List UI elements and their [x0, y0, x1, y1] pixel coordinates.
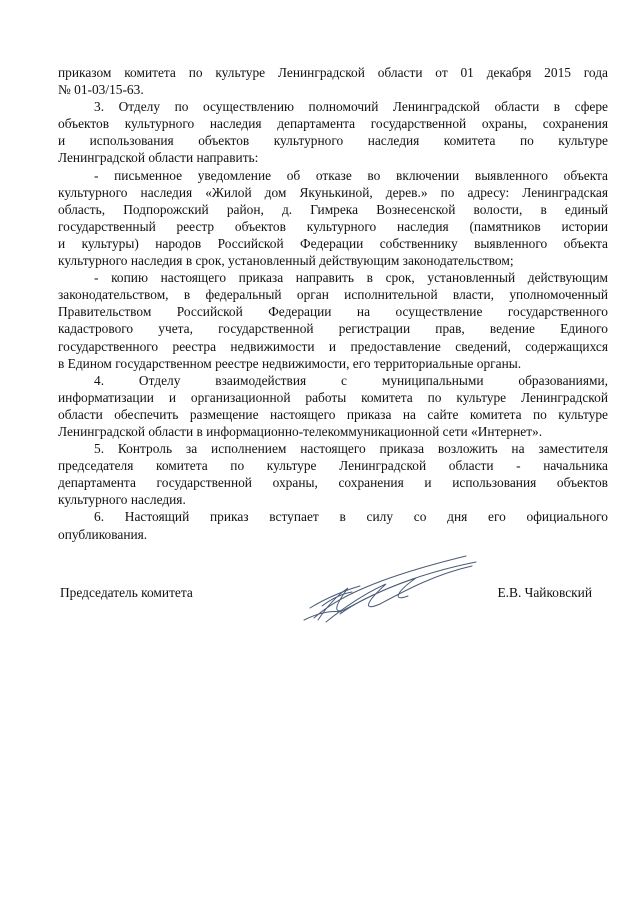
text-line: законодательством, в федеральный орган исполнительной власти, уполномоченный — [58, 287, 608, 303]
text-line: № 01-03/15-63. — [58, 82, 144, 98]
text-line: информатизации и организационной работы комитета по культуре Ленинградской — [58, 389, 608, 405]
text-line: опубликования. — [58, 526, 148, 542]
text-line: области обеспечить размещение настоящего приказа на сайте комитета по культуре — [58, 406, 608, 422]
document-body — [58, 64, 608, 543]
text-line: Ленинградской области в информационно-телекоммуникационной сети «Интернет». — [58, 423, 543, 439]
text-line: Правительством Российской Федерации на осуществление государственного — [58, 304, 608, 320]
text-line: в Едином государственном реестре недвижимости, его территориальные органы. — [58, 355, 522, 371]
text-line: культурного наследия «Жилой дом Якунькиной, дерев.» по адресу: Ленинградская — [58, 184, 608, 200]
text-line: Ленинградской области направить: — [58, 150, 259, 166]
text-line: департамента государственной охраны, сохранения и использования объектов — [58, 475, 608, 491]
text-line: объектов культурного наследия департамента государственной охраны, сохранения — [58, 116, 608, 132]
text-line: 6. Настоящий приказ вступает в силу со дня его официального — [94, 509, 608, 525]
text-line: культурного наследия в срок, установленный действующим законодательством; — [58, 253, 514, 269]
handwritten-signature — [296, 548, 486, 628]
text-line: область, Подпорожский район, д. Гимрека Вознесенской волости, в единый — [58, 201, 608, 217]
text-line: 3. Отделу по осуществлению полномочий Ленинградской области в сфере — [94, 99, 608, 115]
text-line: 5. Контроль за исполнением настоящего приказа возложить на заместителя — [94, 441, 608, 457]
text-line: и использования объектов культурного наследия комитета по культуре — [58, 133, 608, 149]
text-line: председателя комитета по культуре Ленинградской области - начальника — [58, 458, 608, 474]
text-line: кадастрового учета, государственной регистрации прав, ведение Единого — [58, 321, 608, 337]
text-line: приказом комитета по культуре Ленинградской области от 01 декабря 2015 года — [58, 65, 608, 80]
signature-label: Председатель комитета — [60, 585, 193, 600]
text-line: - копию настоящего приказа направить в срок, установленный действующим — [94, 270, 608, 286]
text-line: и культуры) народов Российской Федерации собственнику выявленного объекта — [58, 235, 608, 251]
text-line: 4. Отделу взаимодействия с муниципальными образованиями, — [94, 372, 608, 388]
text-line: государственный реестр объектов культурного наследия (памятников истории — [58, 218, 608, 234]
text-line: культурного наследия. — [58, 492, 186, 508]
text-line: - письменное уведомление об отказе во включении выявленного объекта — [94, 167, 608, 183]
signatory-name: Е.В. Чайковский — [497, 585, 592, 600]
text-line: государственного реестра недвижимости и предоставление сведений, содержащихся — [58, 338, 608, 354]
